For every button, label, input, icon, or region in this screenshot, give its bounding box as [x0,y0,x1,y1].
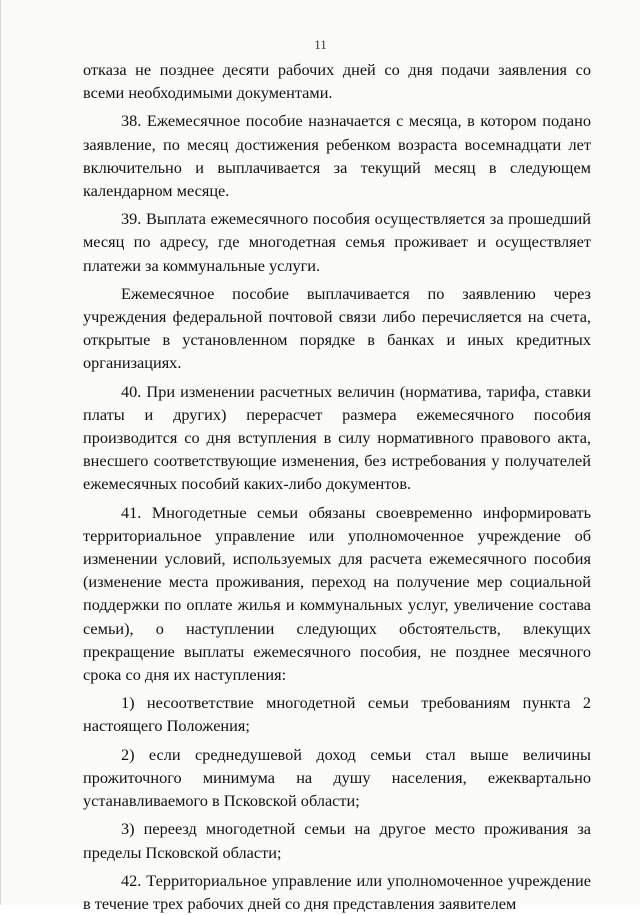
paragraph-38: 38. Ежемесячное пособие назначается с месяца, в котором подано заявление, по месяц достижения ребенком возраста восемнадцати лет включительно и выплачивается за текущий месяц в следующем календарном месяце. [83,111,591,201]
list-item-1: 1) несоответствие многодетной семьи требованиям пункта 2 настоящего Положения; [83,693,591,736]
list-item-3: 3) переезд многодетной семьи на другое место проживания за пределы Псковской области; [83,819,591,862]
paragraph-continuation: отказа не позднее десяти рабочих дней со дня подачи заявления со всеми необходимыми документами. [83,60,591,103]
paragraph-39: 39. Выплата ежемесячного пособия осуществляется за прошедший месяц по адресу, где многодетная семья проживает и осуществляет платежи за коммунальные услуги. [83,209,591,275]
paragraph-39-payment: Ежемесячное пособие выплачивается по заявлению через учреждения федеральной почтовой связи либо перечисляется на счета, открытые в установленном порядке в банках и иных кредитных организациях. [83,283,591,373]
document-body [83,58,591,915]
page-number: 11 [314,37,327,52]
list-item-2: 2) если среднедушевой доход семьи стал выше величины прожиточного минимума на душу населения, ежеквартально устанавливаемого в Псковской области; [83,744,591,811]
paragraph-41: 41. Многодетные семьи обязаны своевременно информировать территориальное управление или уполномоченное учреждение об изменении условий, используемых для расчета ежемесячного пособия (изменение места проживания, переход на получение мер социальной поддержки по оплате жилья и коммунальных услуг, увеличение состава семьи), о наступлении следующих обстоятельств, влекущих прекращение выплаты ежемесячного пособия, не позднее месячного срока со дня их наступления: [83,502,591,685]
paragraph-42: 42. Территориальное управление или уполномоченное учреждение в течение трех рабочих дней со дня представления заявителем [83,870,591,913]
paragraph-40: 40. При изменении расчетных величин (норматива, тарифа, ставки платы и других) перерасчет размера ежемесячного пособия производится со дня вступления в силу нормативного правового акта, внесшего соответствующие изменения, без истребования у получателей ежемесячных пособий каких-либо документов. [83,381,591,494]
